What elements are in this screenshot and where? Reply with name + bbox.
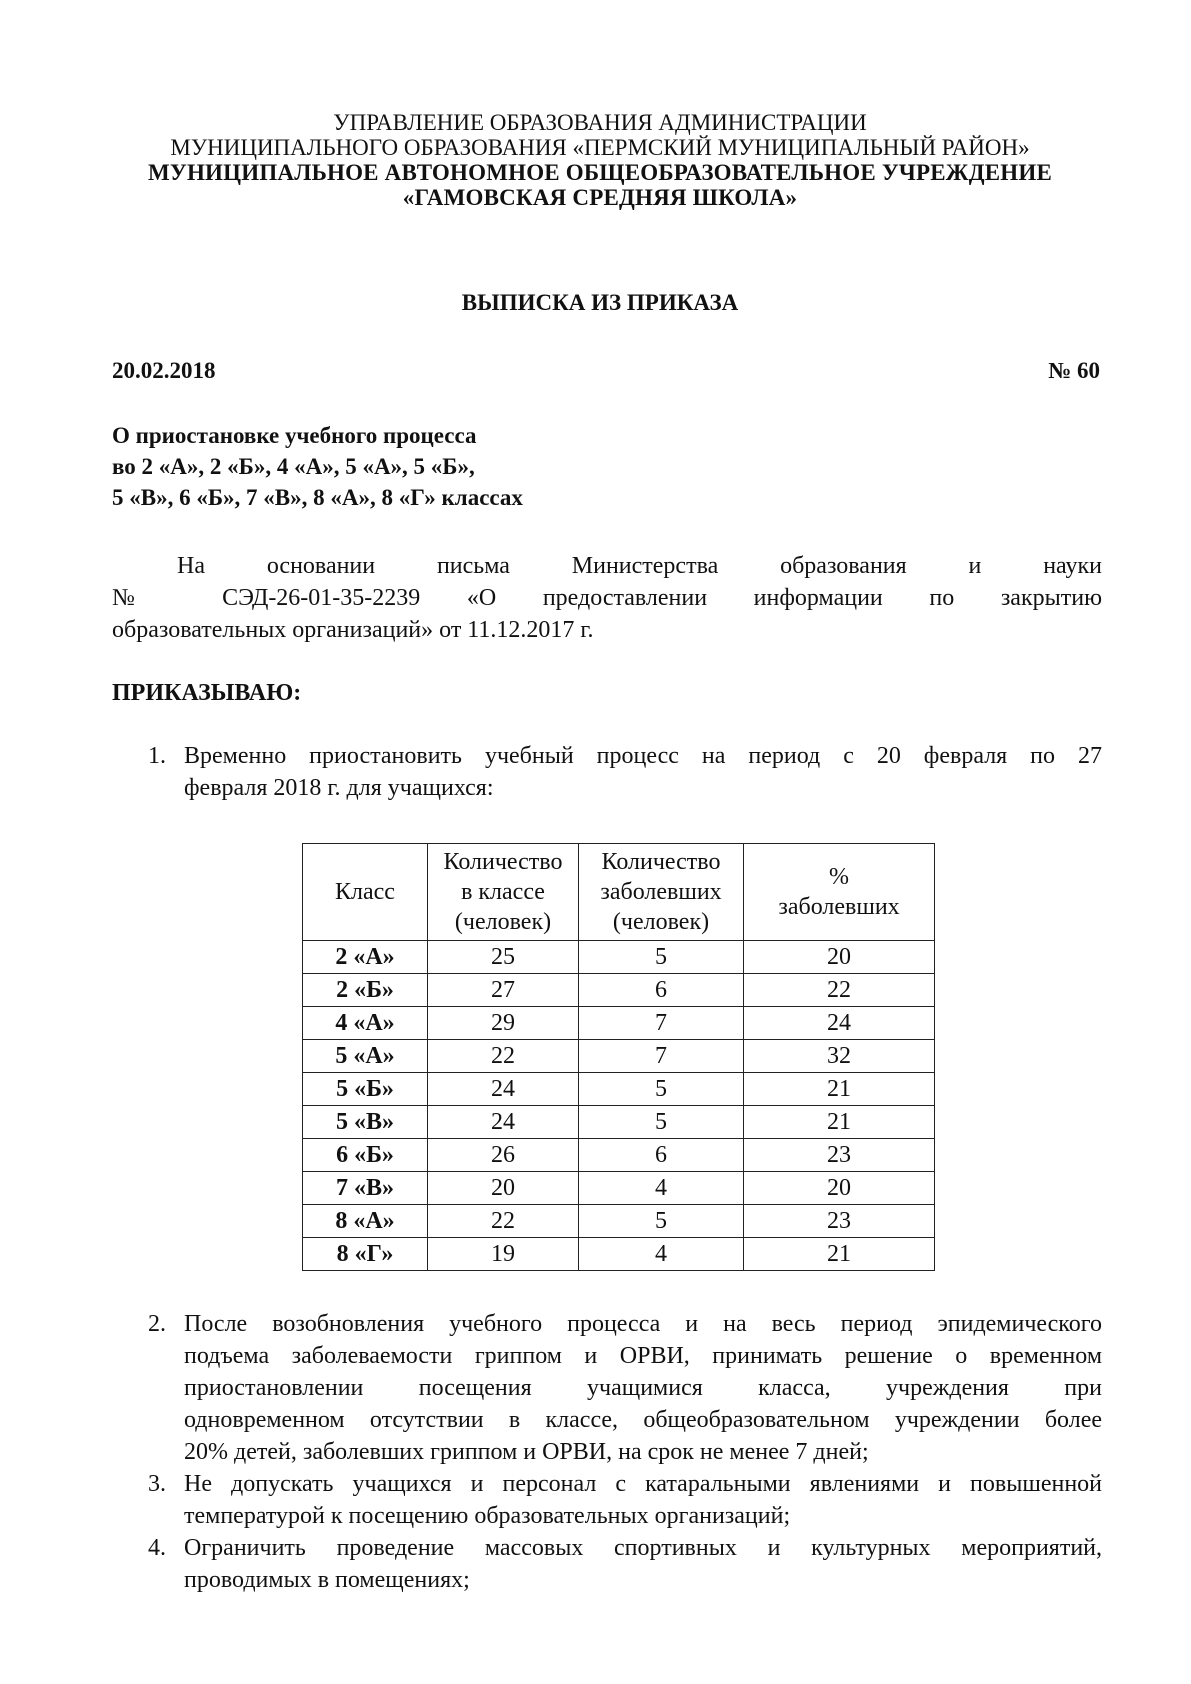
illness-table — [302, 843, 935, 1271]
item-2-line-1: После возобновления учебного процесса и на весь период эпидемического — [184, 1311, 1102, 1337]
table-row: 5 «В» 24 5 21 — [303, 1106, 935, 1139]
table-header-row — [303, 844, 935, 941]
letterhead-line-2: МУНИЦИПАЛЬНОГО ОБРАЗОВАНИЯ «ПЕРМСКИЙ МУНИЦИПАЛЬНЫЙ РАЙОН» — [170, 135, 1030, 160]
table-row: 5 «А» 22 7 32 — [303, 1040, 935, 1073]
letterhead-line-3: МУНИЦИПАЛЬНОЕ АВТОНОМНОЕ ОБЩЕОБРАЗОВАТЕЛЬНОЕ УЧРЕЖДЕНИЕ — [147, 160, 1052, 185]
order-items-rest — [148, 1308, 1102, 1596]
item-2-line-4: одновременном отсутствии в классе, общеобразовательном учреждении более — [184, 1407, 1102, 1433]
table-row: 8 «А» 22 5 23 — [303, 1205, 935, 1238]
basis-line-1: На основании письма Министерства образования и науки — [177, 553, 1102, 579]
order-item-2 — [148, 1308, 1102, 1468]
document-title: ВЫПИСКА ИЗ ПРИКАЗА — [461, 290, 739, 315]
order-number: № 60 — [1048, 358, 1100, 383]
item-2-line-2: подъема заболеваемости гриппом и ОРВИ, принимать решение о временном — [184, 1343, 1102, 1369]
item-2-line-5: 20% детей, заболевших гриппом и ОРВИ, на срок не менее 7 дней; — [184, 1439, 869, 1465]
letterhead — [100, 110, 1100, 210]
order-item-3 — [148, 1468, 1102, 1532]
basis-paragraph — [112, 550, 1102, 646]
subject-line-1: О приостановке учебного процесса — [112, 423, 477, 448]
basis-line-2: № СЭД-26-01-35-2239 «О предоставлении информации по закрытию — [112, 585, 1102, 611]
order-item-4 — [148, 1532, 1102, 1596]
table-row: 6 «Б» 26 6 23 — [303, 1139, 935, 1172]
letterhead-line-4: «ГАМОВСКАЯ СРЕДНЯЯ ШКОЛА» — [402, 185, 798, 210]
item-number: 1. — [148, 743, 166, 769]
letterhead-line-1: УПРАВЛЕНИЕ ОБРАЗОВАНИЯ АДМИНИСТРАЦИИ — [333, 110, 867, 135]
table-row: 2 «А» 25 5 20 — [303, 941, 935, 974]
item-3-line-1: Не допускать учащихся и персонал с катаральными явлениями и повышенной — [184, 1471, 1102, 1497]
item-1-line-2: февраля 2018 г. для учащихся: — [184, 775, 494, 801]
order-date: 20.02.2018 — [112, 358, 216, 383]
item-number: 2. — [148, 1311, 166, 1337]
header-class: Класс — [303, 844, 428, 941]
header-sick: Количество заболевших (человек) — [579, 844, 744, 941]
item-4-line-1: Ограничить проведение массовых спортивных и культурных мероприятий, — [184, 1535, 1102, 1561]
header-count: Количество в классе (человек) — [428, 844, 579, 941]
item-number: 3. — [148, 1471, 166, 1497]
item-3-line-2: температурой к посещению образовательных организаций; — [184, 1503, 791, 1529]
table-row: 8 «Г» 19 4 21 — [303, 1238, 935, 1271]
table-row: 5 «Б» 24 5 21 — [303, 1073, 935, 1106]
table-row: 2 «Б» 27 6 22 — [303, 974, 935, 1007]
item-2-line-3: приостановлении посещения учащимися класса, учреждения при — [184, 1375, 1102, 1401]
table-row: 7 «В» 20 4 20 — [303, 1172, 935, 1205]
item-number: 4. — [148, 1535, 166, 1561]
table-row: 4 «А» 29 7 24 — [303, 1007, 935, 1040]
item-1-line-1: Временно приостановить учебный процесс на период с 20 февраля по 27 — [184, 743, 1102, 769]
order-item-1 — [148, 740, 1102, 804]
header-percent: % заболевших — [744, 844, 935, 941]
item-4-line-2: проводимых в помещениях; — [184, 1567, 470, 1593]
basis-line-3: образовательных организаций» от 11.12.2017 г. — [112, 617, 594, 643]
subject-line-3: 5 «В», 6 «Б», 7 «В», 8 «А», 8 «Г» классах — [112, 485, 523, 510]
order-subject — [112, 420, 523, 513]
subject-line-2: во 2 «А», 2 «Б», 4 «А», 5 «А», 5 «Б», — [112, 454, 475, 479]
order-heading: ПРИКАЗЫВАЮ: — [112, 680, 302, 706]
